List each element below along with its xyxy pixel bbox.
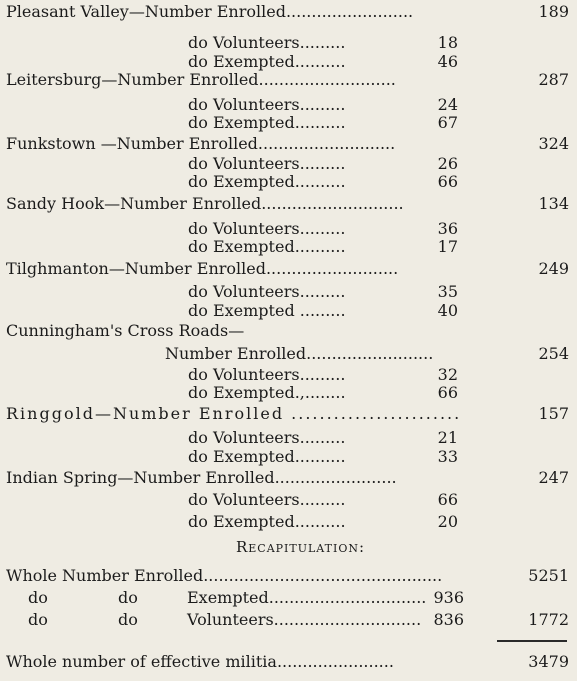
tilghmanton-enrolled-row <box>0 259 577 278</box>
row-label: do Exempted.......... <box>188 52 346 71</box>
row-value: 46 <box>437 52 458 71</box>
recap-effective-row <box>0 652 577 671</box>
recap-subtotal: 1772 <box>528 610 569 629</box>
row-value: 287 <box>538 70 569 89</box>
recap-value: 936 <box>433 588 464 607</box>
row-value: 20 <box>437 512 458 531</box>
row-label: Pleasant Valley—Number Enrolled......................... <box>6 2 414 21</box>
indian-spring-volunteers-row <box>0 490 577 509</box>
pleasant-valley-exempted-row <box>0 52 577 71</box>
ringgold-exempted-row <box>0 447 577 466</box>
cunninghams-volunteers-row <box>0 365 577 384</box>
tilghmanton-exempted-row <box>0 301 577 320</box>
row-label: Sandy Hook—Number Enrolled............................ <box>6 194 404 213</box>
recap-value: 3479 <box>528 652 569 671</box>
row-value: 189 <box>538 2 569 21</box>
sum-rule <box>497 640 567 642</box>
row-label: do Volunteers......... <box>188 154 346 173</box>
row-value: 324 <box>538 134 569 153</box>
cunninghams-heading-row <box>0 321 577 340</box>
row-value: 254 <box>538 344 569 363</box>
recap-whole-enrolled-row <box>0 566 577 585</box>
recap-label: Volunteers............................. <box>187 610 422 629</box>
ringgold-enrolled-row <box>0 404 577 423</box>
row-label: Tilghmanton—Number Enrolled.......................... <box>6 259 399 278</box>
row-label: Indian Spring—Number Enrolled........................ <box>6 468 397 487</box>
row-label: Funkstown —Number Enrolled........................... <box>6 134 396 153</box>
leitersburg-volunteers-row <box>0 95 577 114</box>
row-label: do Volunteers......... <box>188 282 346 301</box>
row-label: Number Enrolled......................... <box>165 344 434 363</box>
recap-heading-row <box>0 538 577 557</box>
row-label: do Volunteers......... <box>188 490 346 509</box>
row-label: do Volunteers......... <box>188 219 346 238</box>
row-value: 36 <box>437 219 458 238</box>
recap-volunteers-row <box>0 610 577 629</box>
leitersburg-enrolled-row <box>0 70 577 89</box>
recap-value: 5251 <box>528 566 569 585</box>
funkstown-enrolled-row <box>0 134 577 153</box>
row-label: do Exempted ......... <box>188 301 346 320</box>
sandy-hook-volunteers-row <box>0 219 577 238</box>
row-value: 247 <box>538 468 569 487</box>
row-value: 21 <box>437 428 458 447</box>
indian-spring-enrolled-row <box>0 468 577 487</box>
row-value: 66 <box>437 490 458 509</box>
cunninghams-exempted-row <box>0 383 577 402</box>
row-label: Cunningham's Cross Roads— <box>6 321 245 340</box>
sandy-hook-exempted-row <box>0 237 577 256</box>
row-label: do Volunteers......... <box>188 428 346 447</box>
row-label: Ringgold—Number Enrolled ........................ <box>6 404 462 423</box>
row-value: 157 <box>538 404 569 423</box>
funkstown-exempted-row <box>0 172 577 191</box>
row-value: 134 <box>538 194 569 213</box>
leitersburg-exempted-row <box>0 113 577 132</box>
cunninghams-enrolled-row <box>0 344 577 363</box>
recap-do: do <box>118 588 138 607</box>
recap-do: do <box>28 588 48 607</box>
row-value: 32 <box>437 365 458 384</box>
row-label: do Volunteers......... <box>188 365 346 384</box>
funkstown-volunteers-row <box>0 154 577 173</box>
pleasant-valley-volunteers-row <box>0 33 577 52</box>
row-label: do Exempted.......... <box>188 237 346 256</box>
row-value: 33 <box>437 447 458 466</box>
row-label: do Exempted.......... <box>188 447 346 466</box>
recap-label: Whole number of effective militia....................... <box>6 652 394 671</box>
indian-spring-exempted-row <box>0 512 577 531</box>
recap-do: do <box>118 610 138 629</box>
ringgold-volunteers-row <box>0 428 577 447</box>
row-label: Leitersburg—Number Enrolled........................... <box>6 70 396 89</box>
row-label: do Volunteers......... <box>188 95 346 114</box>
row-value: 66 <box>437 383 458 402</box>
row-label: do Exempted.,........ <box>188 383 346 402</box>
row-value: 249 <box>538 259 569 278</box>
row-value: 66 <box>437 172 458 191</box>
recap-label: Whole Number Enrolled............................................... <box>6 566 443 585</box>
row-value: 26 <box>437 154 458 173</box>
pleasant-valley-enrolled-row <box>0 2 577 21</box>
row-value: 35 <box>437 282 458 301</box>
row-label: do Exempted.......... <box>188 172 346 191</box>
row-value: 24 <box>437 95 458 114</box>
row-value: 17 <box>437 237 458 256</box>
sandy-hook-enrolled-row <box>0 194 577 213</box>
row-value: 40 <box>437 301 458 320</box>
tilghmanton-volunteers-row <box>0 282 577 301</box>
row-value: 67 <box>437 113 458 132</box>
row-value: 18 <box>437 33 458 52</box>
row-label: do Exempted.......... <box>188 512 346 531</box>
recap-label: Exempted............................... <box>187 588 427 607</box>
recap-do: do <box>28 610 48 629</box>
recap-exempted-row <box>0 588 577 607</box>
row-label: do Volunteers......... <box>188 33 346 52</box>
row-label: do Exempted.......... <box>188 113 346 132</box>
recap-heading: Recapitulation: <box>235 538 366 556</box>
recap-value: 836 <box>433 610 464 629</box>
